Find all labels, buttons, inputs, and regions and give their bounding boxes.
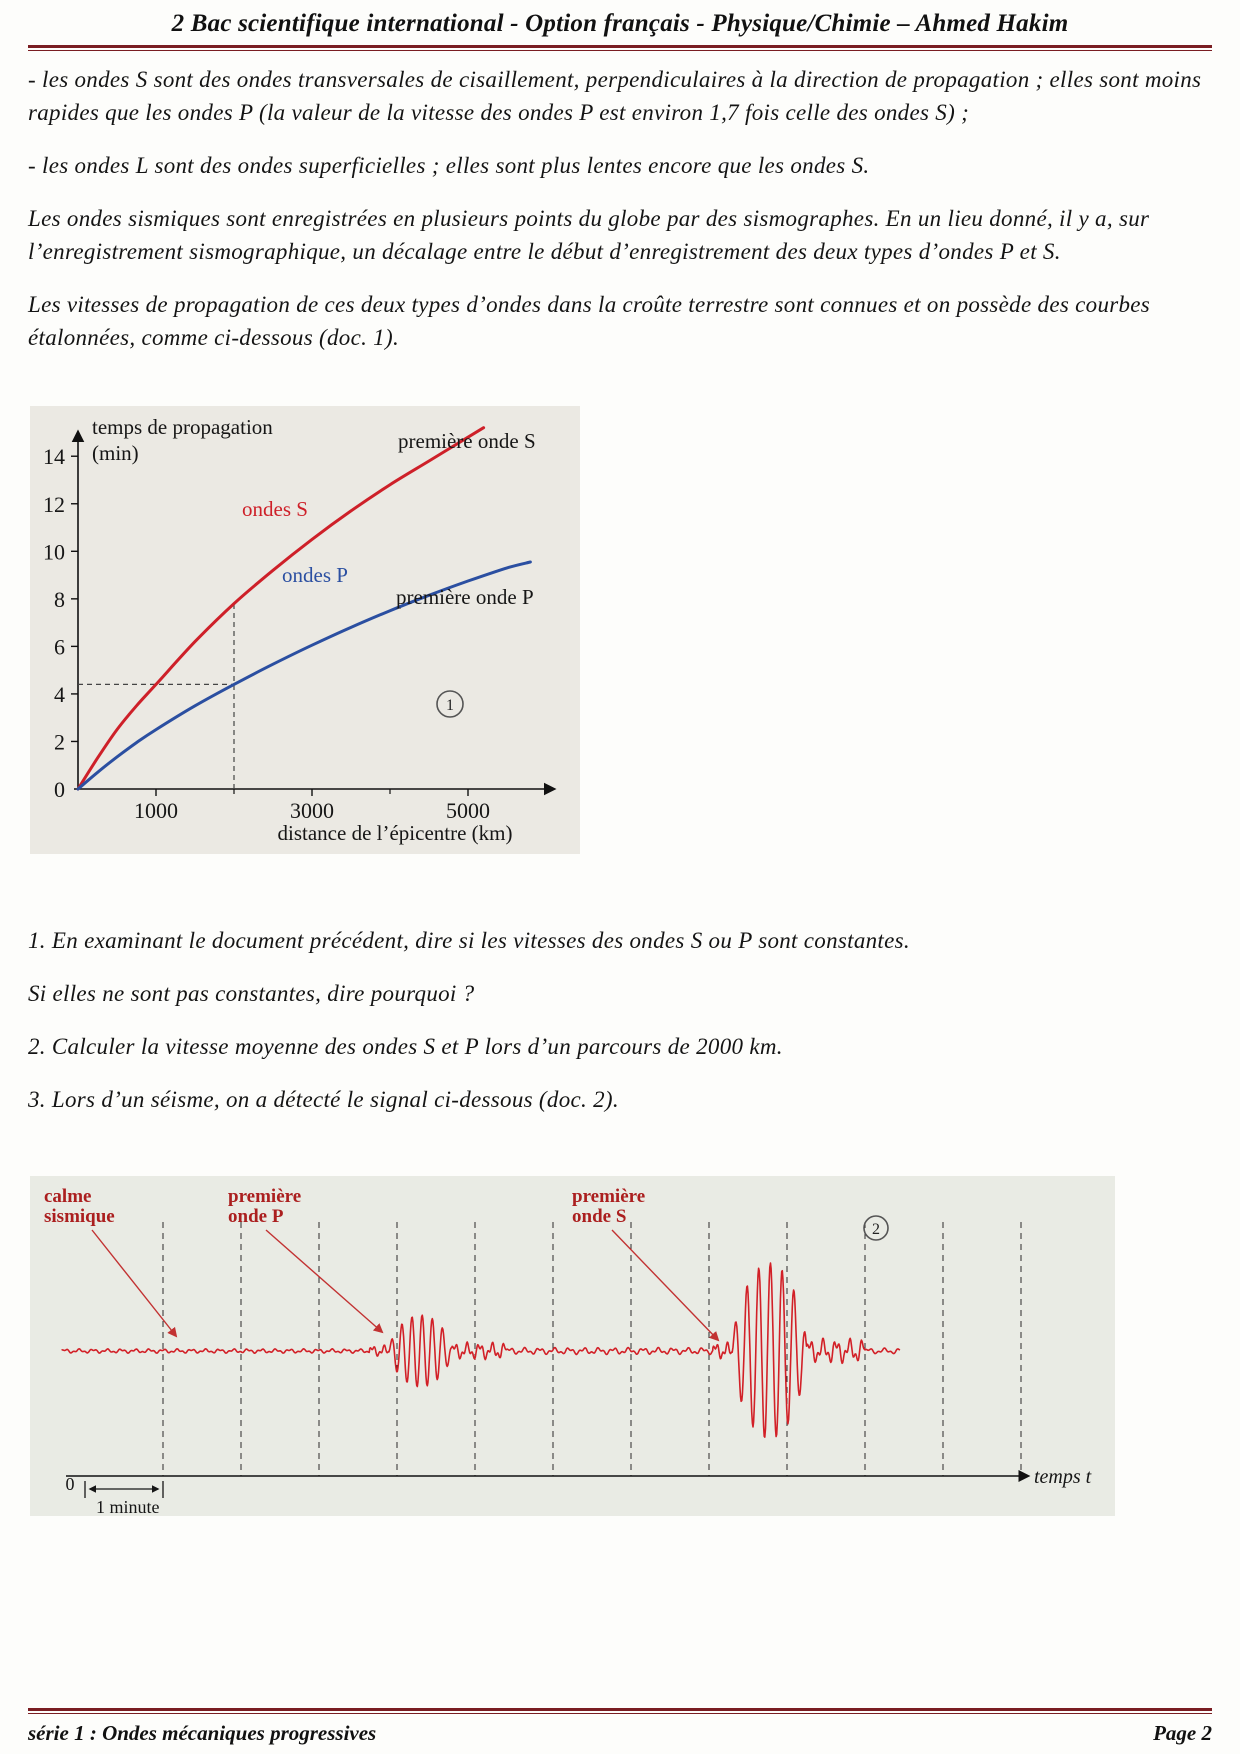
y-tick-label: 10 xyxy=(43,539,65,565)
footer-page-number: Page 2 xyxy=(1153,1721,1212,1745)
doc1-badge-number: 1 xyxy=(446,697,454,714)
paragraph-courbes: Les vitesses de propagation de ces deux types d’ondes dans la croûte terrestre sont connues et on possède des courbes étalonnées, comme ci-dessous (doc. 1). xyxy=(28,292,1151,350)
y-tick-label: 12 xyxy=(43,491,65,517)
curve-label-premiere-onde-s: première onde S xyxy=(398,429,536,453)
paragraph-ondes-l: - les ondes L sont des ondes superficielles ; elles sont plus lentes encore que les ondes S. xyxy=(28,153,870,178)
x-axis-label: distance de l’épicentre (km) xyxy=(277,821,513,845)
question-1b: Si elles ne sont pas constantes, dire pourquoi ? xyxy=(28,981,475,1006)
label-calme-line1: calme xyxy=(44,1186,92,1207)
doc2-badge-number: 2 xyxy=(872,1221,880,1238)
question-1: 1. En examinant le document précédent, dire si les vitesses des ondes S ou P sont constantes. xyxy=(28,928,910,953)
y-axis-label-line1: temps de propagation xyxy=(92,415,273,439)
propagation-time-chart xyxy=(30,406,580,854)
page-footer xyxy=(0,1708,1240,1746)
time-axis-label: temps t xyxy=(1034,1466,1092,1488)
label-onde-p-line2: onde P xyxy=(228,1206,284,1227)
y-tick-label: 6 xyxy=(54,634,65,660)
label-calme-line2: sismique xyxy=(44,1206,115,1227)
footer-series-title: série 1 : Ondes mécaniques progressives xyxy=(28,1721,377,1745)
y-tick-label: 2 xyxy=(54,729,65,755)
x-tick-label: 5000 xyxy=(446,798,490,823)
label-onde-p-line1: première xyxy=(228,1186,302,1207)
question-2: 2. Calculer la vitesse moyenne des ondes S et P lors d’un parcours de 2000 km. xyxy=(28,1034,783,1059)
curve-label-premiere-onde-p: première onde P xyxy=(396,585,534,609)
doc2-background xyxy=(30,1176,1115,1516)
label-onde-s-line1: première xyxy=(572,1186,646,1207)
footer-rule xyxy=(28,1708,1212,1714)
y-tick-label: 0 xyxy=(54,777,65,802)
seismogram-chart xyxy=(30,1176,1115,1516)
scale-label: 1 minute xyxy=(96,1497,160,1516)
curve-label-ondes-p: ondes P xyxy=(282,563,348,587)
header-rule xyxy=(28,45,1212,51)
y-tick-label: 4 xyxy=(54,681,65,707)
question-3: 3. Lors d’un séisme, on a détecté le signal ci-dessous (doc. 2). xyxy=(28,1087,619,1112)
page-title: 2 Bac scientifique international - Option français - Physique/Chimie – Ahmed Hakim xyxy=(171,10,1069,37)
doc1-figure xyxy=(30,406,580,854)
x-tick-label: 3000 xyxy=(290,798,334,823)
curve-label-ondes-s: ondes S xyxy=(242,497,308,521)
doc2-figure xyxy=(30,1176,1115,1516)
y-axis-label-line2: (min) xyxy=(92,441,139,465)
doc1-background xyxy=(30,406,580,854)
paragraph-sismographes: Les ondes sismiques sont enregistrées en plusieurs points du globe par des sismographes. En un lieu donné, il y a, sur l’enregistrement sismographique, un décalage entre le début d’enregistrement des deux types d’ondes P et S. xyxy=(28,206,1150,264)
x-tick-label: 1000 xyxy=(134,798,178,823)
paragraph-ondes-s: - les ondes S sont des ondes transversales de cisaillement, perpendiculaires à la direction de propagation ; elles sont moins rapides que les ondes P (la valeur de la vitesse des ondes P est environ 1,7 fois celle des ondes S) ; xyxy=(28,67,1202,125)
origin-label: 0 xyxy=(65,1474,75,1494)
y-tick-label: 14 xyxy=(43,444,65,470)
y-tick-label: 8 xyxy=(54,586,65,612)
label-onde-s-line2: onde S xyxy=(572,1206,627,1227)
